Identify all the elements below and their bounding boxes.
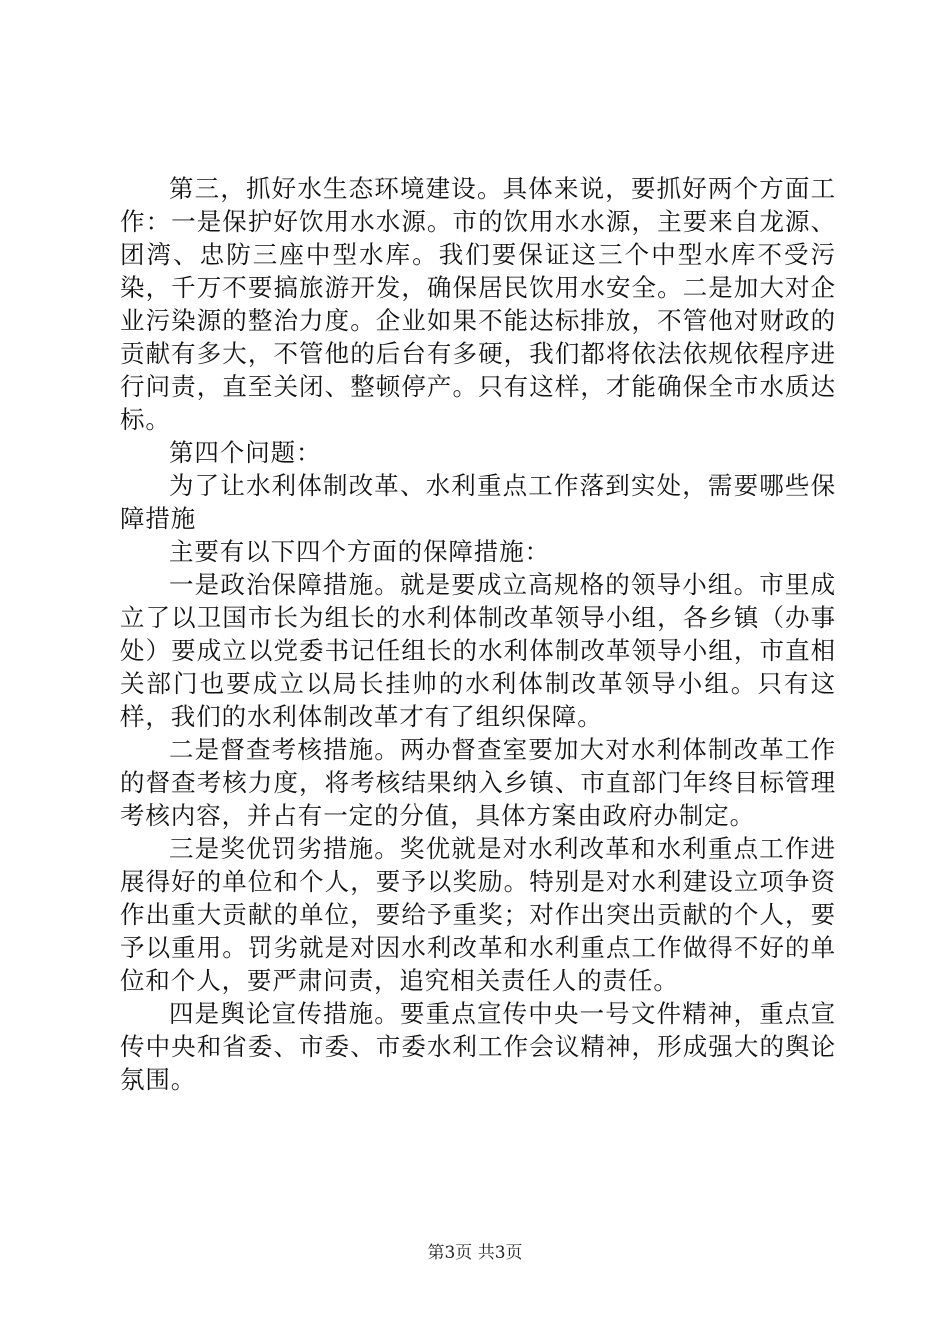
paragraph-question-text: 为了让水利体制改革、水利重点工作落到实处，需要哪些保障措施 — [120, 471, 836, 533]
paragraph-inspection-measures: 二是督查考核措施。两办督查室要加大对水利体制改革工作的督查考核力度，将考核结果纳入乡镇、市直部门年终目标管理考核内容，并占有一定的分值，具体方案由政府办制定。 — [120, 735, 836, 830]
paragraph-question-four: 第四个问题： — [169, 438, 322, 467]
page-footer: 第3页 共3页 — [427, 1243, 523, 1263]
paragraph-publicity-measures: 四是舆论宣传措施。要重点宣传中央一号文件精神，重点宣传中央和省委、市委、市委水利工作会议精神，形成强大的舆论氛围。 — [120, 999, 836, 1094]
paragraph-water-ecology: 第三，抓好水生态环境建设。具体来说，要抓好两个方面工作：一是保护好饮用水水源。市的饮用水水源，主要来自龙源、团湾、忠防三座中型水库。我们要保证这三个中型水库不受污染，千万不要搞旅游开发，确保居民饮用水安全。二是加大对企业污染源的整治力度。企业如果不能达标排放，不管他对财政的贡献有多大，不管他的后台有多硬，我们都将依法依规依程序进行问责，直至关闭、整顿停产。只有这样，才能确保全市水质达标。 — [120, 174, 836, 434]
paragraph-political-measures: 一是政治保障措施。就是要成立高规格的领导小组。市里成立了以卫国市长为组长的水利体制改革领导小组，各乡镇（办事处）要成立以党委书记任组长的水利体制改革领导小组，市直相关部门也要成立以局长挂帅的水利体制改革领导小组。只有这样，我们的水利体制改革才有了组织保障。 — [120, 570, 836, 731]
paragraph-measures-intro: 主要有以下四个方面的保障措施： — [169, 537, 550, 566]
document-body — [120, 172, 836, 1096]
paragraph-reward-measures: 三是奖优罚劣措施。奖优就是对水利改革和水利重点工作进展得好的单位和个人，要予以奖励。特别是对水利建设立项争资作出重大贡献的单位，要给予重奖；对作出突出贡献的个人，要予以重用。罚劣就是对因水利改革和水利重点工作做得不好的单位和个人，要严肃问责，追究相关责任人的责任。 — [120, 834, 836, 995]
